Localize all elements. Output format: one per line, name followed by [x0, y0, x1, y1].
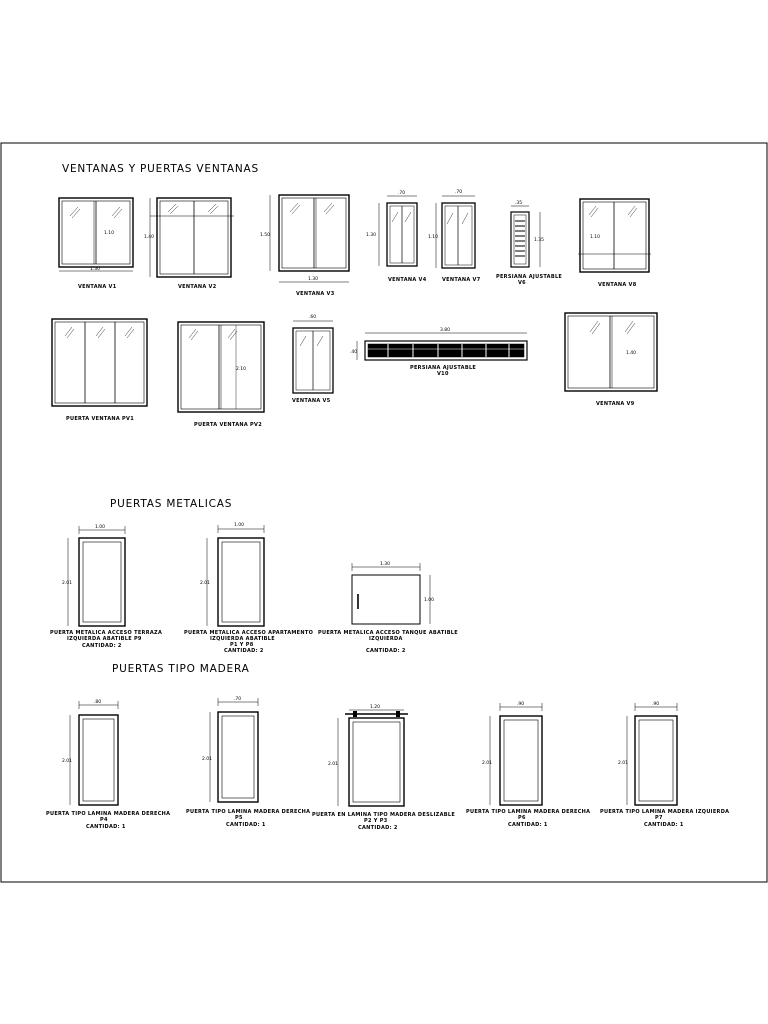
p9-label-line3: CANTIDAD: 2: [82, 643, 122, 649]
window-v3: [260, 195, 349, 297]
door-p7: [600, 701, 729, 828]
p7-label-line2: P7: [655, 815, 663, 821]
tanque-label-line3: CANTIDAD: 2: [366, 648, 406, 654]
door-p5: [186, 696, 310, 828]
p2-height-label: 2.01: [328, 762, 339, 767]
p6-label-line3: CANTIDAD: 1: [508, 822, 548, 828]
tanque-label-line2: IZQUIERDA: [369, 636, 403, 642]
v4-label: VENTANA V4: [388, 277, 427, 283]
pv2-label: PUERTA VENTANA PV2: [194, 422, 262, 428]
p5-label-line3: CANTIDAD: 1: [226, 822, 266, 828]
p5-width-label: .70: [234, 697, 242, 702]
v3-width-label: 1.30: [308, 277, 319, 282]
v5-label: VENTANA V5: [292, 398, 331, 404]
p5-label-line1: PUERTA TIPO LAMINA MADERA DERECHA: [186, 809, 311, 815]
window-v1: [59, 198, 133, 290]
door-p4: [46, 699, 170, 830]
v10-height-label: .40: [350, 350, 358, 355]
v7-height-label: 1.10: [428, 235, 439, 240]
section-title-metalicas: PUERTAS METALICAS: [110, 498, 233, 510]
p7-width-label: .90: [652, 702, 660, 707]
door-tanque: [318, 561, 458, 654]
window-v5: [292, 314, 333, 404]
section-title-ventanas: VENTANAS Y PUERTAS VENTANAS: [62, 163, 259, 175]
v4-width-label: .70: [398, 191, 406, 196]
v8-height-label: 1.10: [590, 235, 601, 240]
p6-label-line1: PUERTA TIPO LAMINA MADERA DERECHA: [466, 809, 591, 815]
p1-label-line3: P1 Y P8: [230, 642, 254, 648]
tanque-width-label: 1.30: [380, 562, 391, 567]
door-p2: [312, 704, 455, 831]
p9-label-line2: IZQUIERDA ABATIBLE P9: [67, 636, 142, 642]
v8-label: VENTANA V8: [598, 282, 637, 288]
v3-height-label: 1.50: [260, 233, 271, 238]
v3-label: VENTANA V3: [296, 291, 335, 297]
window-v4: [366, 190, 427, 283]
pv1-label: PUERTA VENTANA PV1: [66, 416, 134, 422]
window-pv1: [52, 319, 147, 422]
door-p9: [50, 524, 162, 649]
p4-label-line2: P4: [100, 817, 108, 823]
v4-height-label: 1.30: [366, 233, 377, 238]
door-p1: [184, 522, 313, 654]
p4-height-label: 2.01: [62, 759, 73, 764]
window-v7: [428, 189, 481, 283]
p1-height-label: 2.01: [200, 581, 211, 586]
tanque-height-label: 1.00: [424, 598, 435, 603]
p6-label-line2: P6: [518, 815, 526, 821]
door-p6: [466, 701, 590, 828]
v10-width-label: 3.80: [440, 328, 451, 333]
p2-width-label: 1.20: [370, 705, 381, 710]
v10-label-line2: V10: [437, 371, 449, 377]
window-v8: [578, 199, 651, 288]
window-pv2: [178, 322, 264, 428]
p7-label-line1: PUERTA TIPO LAMINA MADERA IZQUIERDA: [600, 809, 730, 815]
v7-width-label: .70: [455, 190, 463, 195]
p9-width-label: 1.00: [95, 525, 106, 530]
v2-label: VENTANA V2: [178, 284, 217, 290]
v9-label: VENTANA V9: [596, 401, 635, 407]
p1-label-line2: IZQUIERDA ABATIBLE: [210, 636, 275, 642]
louver-v10: [350, 327, 527, 377]
p4-label-line3: CANTIDAD: 1: [86, 824, 126, 830]
v1-height-label: 1.10: [104, 231, 115, 236]
v1-width-label: 1.30: [90, 267, 101, 272]
p9-height-label: 2.01: [62, 581, 73, 586]
p1-width-label: 1.00: [234, 523, 245, 528]
window-v2: [144, 198, 234, 290]
p7-height-label: 2.01: [618, 761, 629, 766]
p6-width-label: .90: [517, 702, 525, 707]
v6-height-label: 1.35: [534, 238, 545, 243]
p6-height-label: 2.01: [482, 761, 493, 766]
sheet-border: [1, 143, 767, 882]
p2-label-line3: CANTIDAD: 2: [358, 825, 398, 831]
v9-height-label: 1.40: [626, 351, 637, 356]
v10-label-line1: PERSIANA AJUSTABLE: [410, 365, 477, 371]
p4-width-label: .80: [94, 700, 102, 705]
p2-label-line1: PUERTA EN LAMINA TIPO MADERA DESLIZABLE: [312, 812, 456, 818]
v6-label-line2: V6: [518, 280, 526, 286]
v6-width-label: .35: [515, 201, 523, 206]
v6-label-line1: PERSIANA AJUSTABLE: [496, 274, 563, 280]
v7-label: VENTANA V7: [442, 277, 481, 283]
p5-height-label: 2.01: [202, 757, 213, 762]
p4-label-line1: PUERTA TIPO LAMINA MADERA DERECHA: [46, 811, 171, 817]
section-title-madera: PUERTAS TIPO MADERA: [112, 663, 250, 675]
p5-label-line2: P5: [235, 815, 243, 821]
louver-v6: [496, 200, 562, 286]
v5-width-label: .60: [309, 315, 317, 320]
p9-label-line1: PUERTA METALICA ACCESO TERRAZA: [50, 630, 163, 636]
p7-label-line3: CANTIDAD: 1: [644, 822, 684, 828]
v1-label: VENTANA V1: [78, 284, 117, 290]
tanque-label-line1: PUERTA METALICA ACCESO TANQUE ABATIBLE: [318, 630, 459, 636]
p1-label-line1: PUERTA METALICA ACCESO APARTAMENTO: [184, 630, 314, 636]
v2-height-label: 1.40: [144, 235, 155, 240]
window-v9: [565, 313, 657, 407]
p1-label-line4: CANTIDAD: 2: [224, 648, 264, 654]
pv2-height-label: 2.10: [236, 367, 247, 372]
p2-label-line2: P2 Y P3: [364, 818, 388, 824]
